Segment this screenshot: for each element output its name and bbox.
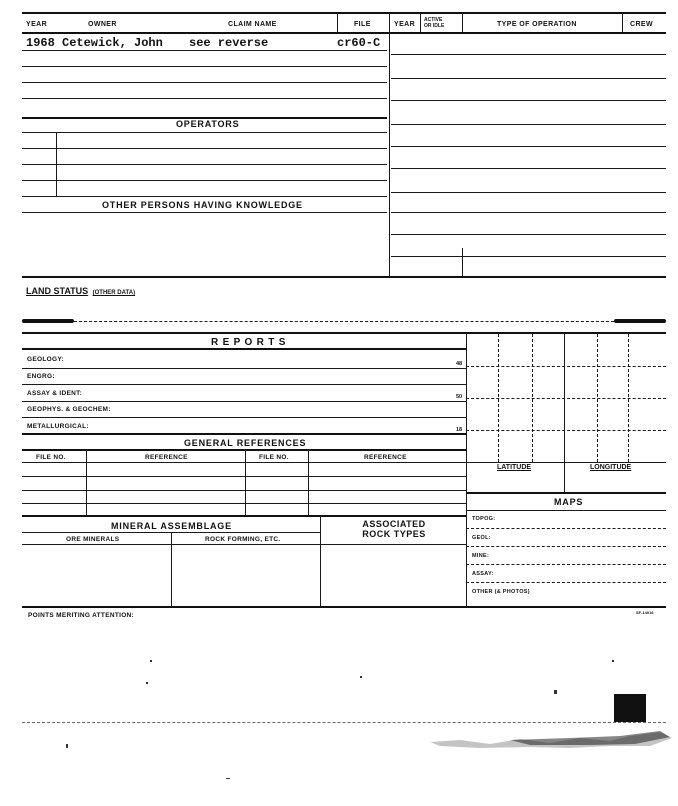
- col-claim-name: CLAIM NAME: [228, 21, 277, 28]
- rock-types-label: ROCK TYPES: [362, 529, 426, 539]
- operation-row-line: [391, 78, 666, 79]
- report-line: [22, 417, 466, 418]
- references-header-border: [22, 449, 466, 451]
- mineral-assemblage-heading: MINERAL ASSEMBLAGE: [111, 521, 232, 531]
- references-bottom-border: [22, 515, 466, 517]
- land-status: [26, 281, 135, 299]
- ref-file-no-2: FILE NO.: [259, 454, 289, 461]
- operation-row-line: [391, 54, 666, 55]
- entry-year-owner: 1968 Cetewick, John: [26, 36, 163, 50]
- scan-speck: [226, 778, 230, 779]
- col-file: FILE: [354, 21, 371, 28]
- ref-file-no-1: FILE NO.: [36, 454, 66, 461]
- col-idle-label: OR IDLE: [424, 23, 445, 29]
- separator-left-mark: [22, 319, 74, 323]
- operation-row-line: [391, 212, 666, 213]
- owner-row-line: [22, 66, 387, 67]
- owner-row-line: [22, 82, 387, 83]
- header-bottom-border: [22, 32, 666, 34]
- report-assay: ASSAY & IDENT:: [27, 390, 83, 397]
- report-geology: GEOLOGY:: [27, 356, 64, 363]
- report-line: [22, 401, 466, 402]
- land-status-heading: LAND STATUS: [26, 286, 89, 296]
- separator-line: [74, 321, 614, 322]
- col-crew: CREW: [630, 21, 653, 28]
- bottom-section-border: [22, 606, 666, 608]
- operators-line: [22, 196, 387, 197]
- ref-line: [22, 476, 466, 477]
- divider-active: [420, 14, 421, 32]
- maps-top-border: [466, 492, 666, 494]
- operators-heading: OPERATORS: [176, 119, 240, 129]
- divider-year2: [389, 14, 390, 277]
- report-num-assay: 50: [456, 394, 463, 400]
- maps-header-line: [466, 510, 666, 511]
- grid-line: [564, 334, 565, 492]
- operation-row-line: [391, 168, 666, 169]
- operation-row-line: [391, 100, 666, 101]
- ref-divider: [308, 450, 309, 515]
- upper-section-bottom: [22, 276, 666, 278]
- ore-minerals-label: ORE MINERALS: [66, 536, 120, 543]
- map-geol: GEOL:: [472, 535, 491, 541]
- divider-type: [462, 14, 463, 32]
- operators-line: [22, 180, 387, 181]
- divider-file: [337, 14, 338, 32]
- map-assay: ASSAY:: [472, 571, 494, 577]
- other-persons-heading: OTHER PERSONS HAVING KNOWLEDGE: [102, 200, 303, 210]
- ref-line: [22, 490, 466, 491]
- operators-line: [22, 164, 387, 165]
- top-border: [22, 12, 666, 14]
- owner-row-line: [22, 98, 387, 99]
- grid-line: [466, 398, 666, 399]
- reports-right-divider: [466, 334, 467, 606]
- form-number: SF-14016: [636, 610, 654, 615]
- entry-file: cr60-C: [337, 36, 381, 50]
- report-geophys: GEOPHYS. & GEOCHEM:: [27, 406, 111, 413]
- col-active-idle: [424, 17, 444, 29]
- points-meriting-heading: POINTS MERITING ATTENTION:: [28, 612, 135, 619]
- ref-line: [22, 462, 466, 463]
- latitude-label: LATITUDE: [497, 464, 532, 471]
- map-line: [466, 528, 666, 529]
- map-line: [466, 546, 666, 547]
- operation-divider: [462, 248, 463, 277]
- operation-row-line: [391, 256, 666, 257]
- land-status-sub: (OTHER DATA): [92, 290, 136, 296]
- rock-forming-label: ROCK FORMING, ETC.: [205, 536, 281, 543]
- scan-speck: [554, 690, 557, 694]
- grid-line: [466, 462, 666, 463]
- map-topog: TOPOG:: [472, 516, 496, 522]
- map-line: [466, 582, 666, 583]
- scan-blot: [614, 694, 646, 722]
- scan-speck: [66, 744, 68, 748]
- report-line: [22, 384, 466, 385]
- reports-bottom-border: [22, 433, 466, 435]
- operators-line: [22, 148, 387, 149]
- map-mine: MINE:: [472, 553, 490, 559]
- operation-row-line: [391, 234, 666, 235]
- general-references-heading: GENERAL REFERENCES: [184, 438, 307, 448]
- ref-reference-2: REFERENCE: [364, 454, 407, 461]
- reports-top-border: [22, 332, 666, 334]
- report-num-geology: 48: [456, 361, 463, 367]
- ref-reference-1: REFERENCE: [145, 454, 188, 461]
- report-num-metallurgical: 18: [456, 427, 463, 433]
- associated-rock-types: [322, 519, 466, 539]
- col-active-label: ACTIVE: [424, 17, 443, 23]
- assemblage-line: [22, 544, 466, 545]
- maps-heading: MAPS: [554, 497, 584, 507]
- separator-right-mark: [614, 319, 666, 323]
- scan-speck: [360, 676, 362, 678]
- operation-row-line: [391, 192, 666, 193]
- longitude-label: LONGITUDE: [590, 464, 632, 471]
- report-metallurgical: METALLURGICAL:: [27, 423, 89, 430]
- map-other: OTHER (& PHOTOS): [472, 589, 530, 595]
- grid-line: [466, 366, 666, 367]
- report-line: [22, 368, 466, 369]
- ref-divider: [86, 450, 87, 515]
- col-year: YEAR: [26, 21, 48, 28]
- assemblage-divider: [320, 516, 321, 606]
- col-owner: OWNER: [88, 21, 117, 28]
- reports-heading: R E P O R T S: [211, 337, 287, 348]
- scan-speck: [612, 660, 614, 662]
- scan-speck: [150, 660, 152, 662]
- ref-divider: [245, 450, 246, 515]
- operation-row-line: [391, 124, 666, 125]
- divider-crew: [622, 14, 623, 32]
- grid-line: [466, 430, 666, 431]
- associated-label: ASSOCIATED: [362, 519, 426, 529]
- other-persons-line: [22, 212, 387, 213]
- report-engrg: ENGRG:: [27, 373, 55, 380]
- owner-row-line: [22, 50, 387, 51]
- scan-speck: [146, 682, 148, 684]
- scan-line: [22, 722, 666, 723]
- col-type-of-operation: TYPE OF OPERATION: [497, 21, 577, 28]
- operation-row-line: [391, 146, 666, 147]
- reports-header-border: [22, 348, 466, 350]
- operators-line: [22, 132, 387, 133]
- col-year-2: YEAR: [394, 21, 416, 28]
- entry-claim: see reverse: [189, 36, 269, 50]
- map-line: [466, 564, 666, 565]
- ref-line: [22, 503, 466, 504]
- scan-smudge: [420, 728, 678, 756]
